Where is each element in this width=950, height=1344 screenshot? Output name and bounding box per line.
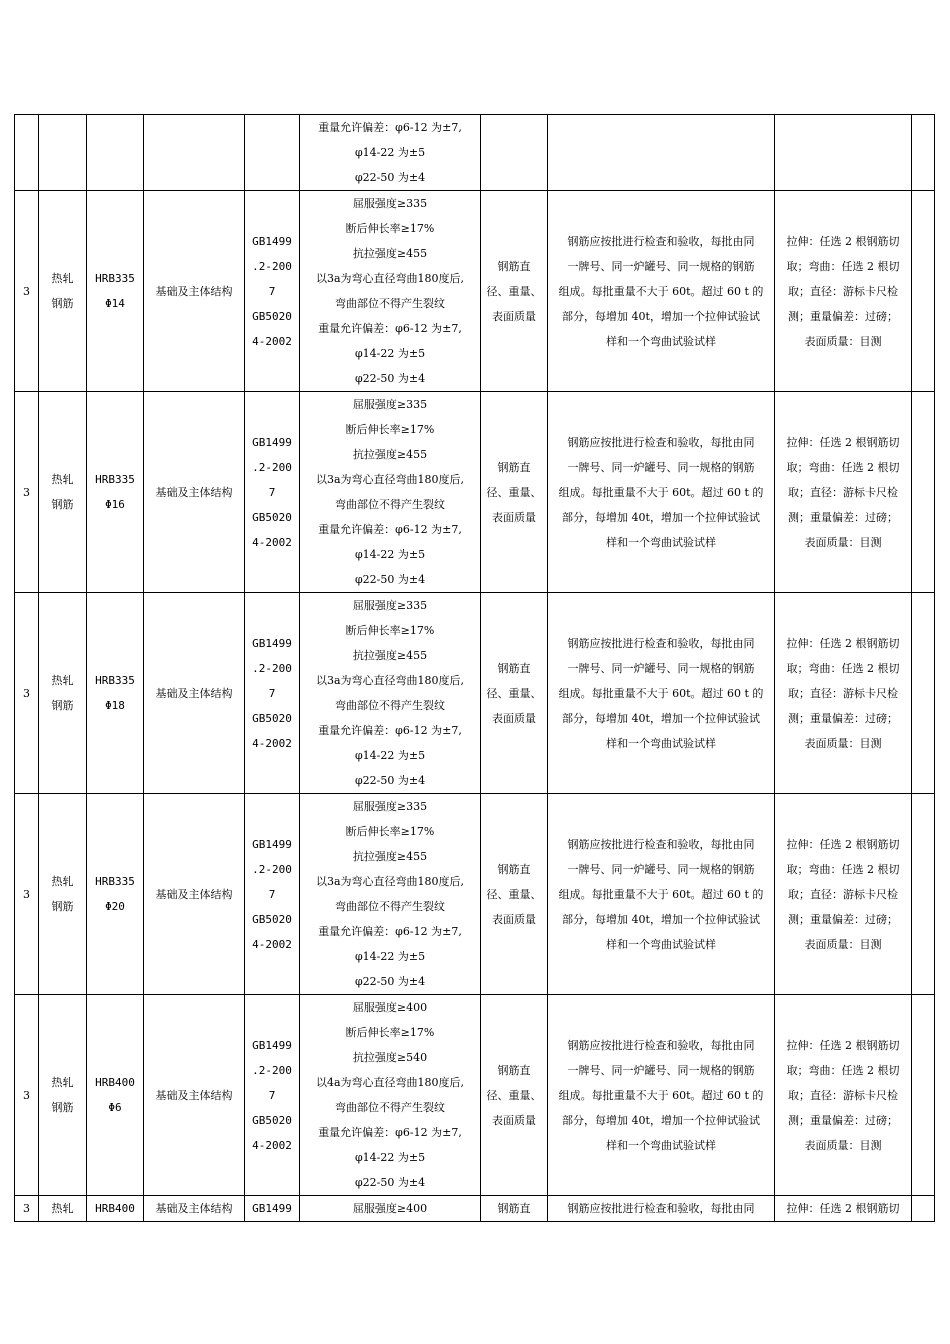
cell-standard <box>245 593 300 794</box>
cell-method-line: 取；直径：游标卡尺检 <box>788 284 898 298</box>
cell-spec-line: Φ6 <box>108 1101 122 1114</box>
cell-name <box>39 593 87 794</box>
cell-requirements <box>300 191 481 392</box>
cell-method-line: 测；重量偏差：过磅； <box>788 510 898 524</box>
cell-standard-line: 7 <box>268 887 276 901</box>
cell-rule-line: 部分，每增加 40t，增加一个拉伸试验试 <box>562 1113 760 1127</box>
cell-spec-line: Φ18 <box>105 699 125 712</box>
cell-standard-line: GB1499 <box>252 234 292 248</box>
cell-requirements-line: 断后伸长率≥17% <box>345 624 435 637</box>
cell-extra <box>912 593 935 794</box>
cell-items-line: 径、重量、 <box>486 887 542 901</box>
cell-spec-line: HRB335 <box>95 875 135 888</box>
cell-items-line: 表面质量 <box>492 1113 536 1127</box>
cell-rule-line: 一牌号、同一炉罐号、同一规格的钢筋 <box>567 460 755 474</box>
cell-items-line: 钢筋直 <box>497 259 531 273</box>
cell-method-line: 拉伸：任选 2 根钢筋切 <box>786 636 900 650</box>
cell-name-line: 热轧 <box>51 1076 74 1089</box>
cell-method-line: 取；直径：游标卡尺检 <box>788 887 898 901</box>
cell-requirements-line: 断后伸长率≥17% <box>345 222 435 235</box>
table-row <box>15 995 935 1196</box>
table-row <box>15 794 935 995</box>
cell-rule <box>548 392 775 593</box>
cell-items-line: 表面质量 <box>492 510 536 524</box>
cell-spec-line: HRB335 <box>95 473 135 486</box>
cell-requirements-line: 重量允许偏差：φ6-12 为±7, <box>318 724 462 737</box>
cell-standard <box>245 191 300 392</box>
cell-method-line: 取；弯曲：任选 2 根切 <box>786 1063 900 1077</box>
cell-extra <box>912 392 935 593</box>
cell-name <box>39 392 87 593</box>
cell-requirements-line: 重量允许偏差：φ6-12 为±7, <box>318 1126 462 1139</box>
cell-standard <box>245 995 300 1196</box>
cell-extra <box>912 1196 935 1222</box>
table-row <box>15 191 935 392</box>
cell-requirements-line: φ14-22 为±5 <box>354 548 426 561</box>
cell-extra <box>912 995 935 1196</box>
cell-items-line: 径、重量、 <box>486 284 542 298</box>
cell-name-line: 钢筋 <box>51 900 74 913</box>
cell-use: 基础及主体结构 <box>144 794 245 995</box>
cell-no: 3 <box>15 392 39 593</box>
cell-standard-line: 7 <box>268 284 276 298</box>
cell-name <box>39 115 87 191</box>
cell-requirements-line: 抗拉强度≥455 <box>352 247 428 260</box>
cell-rule-line: 部分，每增加 40t，增加一个拉伸试验试 <box>562 510 760 524</box>
cell-rule-line: 部分，每增加 40t，增加一个拉伸试验试 <box>562 711 760 725</box>
cell-standard-line: .2-200 <box>252 460 292 474</box>
cell-rule-line: 一牌号、同一炉罐号、同一规格的钢筋 <box>567 862 755 876</box>
requirement-line: 重量允许偏差：φ6-12 为±7, <box>318 121 462 134</box>
cell-rule-line: 钢筋应按批进行检查和验收，每批由同 <box>567 234 755 248</box>
cell-method-line: 取；直径：游标卡尺检 <box>788 1088 898 1102</box>
cell-rule-line: 一牌号、同一炉罐号、同一规格的钢筋 <box>567 1063 755 1077</box>
table-body <box>15 115 935 1222</box>
cell-requirements-line: 弯曲部位不得产生裂纹 <box>335 699 445 712</box>
cell-name-line: 热轧 <box>51 674 74 687</box>
cell-requirements <box>300 115 481 191</box>
cell-items-line: 表面质量 <box>492 912 536 926</box>
cell-method <box>775 191 912 392</box>
cell-requirements-line: 弯曲部位不得产生裂纹 <box>335 498 445 511</box>
cell-standard <box>245 794 300 995</box>
cell-spec-line: Φ16 <box>105 498 125 511</box>
cell-standard-line: GB5020 <box>252 1113 292 1127</box>
cell-items-line: 钢筋直 <box>497 862 531 876</box>
cell-spec <box>87 593 144 794</box>
cell-standard-line: GB5020 <box>252 309 292 323</box>
cell-requirements-line: 以3a为弯心直径弯曲180度后, <box>315 473 465 486</box>
cell-spec-line: HRB335 <box>95 272 135 285</box>
cell-items-line: 表面质量 <box>492 711 536 725</box>
cell-rule-line: 组成。每批重量不大于 60t。超过 60 t 的 <box>558 1088 764 1102</box>
cell-spec-line: HRB400 <box>95 1076 135 1089</box>
cell-rule-line: 样和一个弯曲试验试样 <box>606 937 716 951</box>
cell-name-line: 热轧 <box>51 272 74 285</box>
cell-use: 基础及主体结构 <box>144 593 245 794</box>
cell-items-line: 钢筋直 <box>497 661 531 675</box>
cell-method-line: 取；直径：游标卡尺检 <box>788 485 898 499</box>
cell-use: 基础及主体结构 <box>144 191 245 392</box>
cell-requirements-line: φ22-50 为±4 <box>354 573 426 586</box>
cell-requirements-line: φ22-50 为±4 <box>354 372 426 385</box>
cell-requirements-line: 屈服强度≥335 <box>352 398 428 411</box>
cell-rule-line: 钢筋应按批进行检查和验收，每批由同 <box>567 636 755 650</box>
cell-requirements-line: 弯曲部位不得产生裂纹 <box>335 900 445 913</box>
cell-method-line: 取；弯曲：任选 2 根切 <box>786 661 900 675</box>
cell-items-line: 径、重量、 <box>486 485 542 499</box>
cell-rule <box>548 995 775 1196</box>
cell-rule-line: 一牌号、同一炉罐号、同一规格的钢筋 <box>567 661 755 675</box>
cell-requirements-line: 断后伸长率≥17% <box>345 1026 435 1039</box>
cell-standard-line: .2-200 <box>252 1063 292 1077</box>
cell-spec <box>87 392 144 593</box>
cell-standard <box>245 392 300 593</box>
cell-method-line: 拉伸：任选 2 根钢筋切 <box>786 234 900 248</box>
cell-items-line: 径、重量、 <box>486 686 542 700</box>
cell-method-line: 测；重量偏差：过磅； <box>788 309 898 323</box>
cell-items-line: 钢筋直 <box>497 460 531 474</box>
cell-spec-line: Φ20 <box>105 900 125 913</box>
cell-method <box>775 593 912 794</box>
cell-spec: HRB400 <box>87 1196 144 1222</box>
cell-items <box>481 995 548 1196</box>
cell-requirements-line: 以4a为弯心直径弯曲180度后, <box>315 1076 465 1089</box>
cell-standard <box>245 115 300 191</box>
table-row <box>15 392 935 593</box>
cell-method-line: 测；重量偏差：过磅； <box>788 1113 898 1127</box>
cell-name-line: 钢筋 <box>51 297 74 310</box>
cell-method-line: 拉伸：任选 2 根钢筋切 <box>786 837 900 851</box>
cell-items-line: 表面质量 <box>492 309 536 323</box>
cell-method-line: 测；重量偏差：过磅； <box>788 711 898 725</box>
cell-requirements-line: 以3a为弯心直径弯曲180度后, <box>315 674 465 687</box>
cell-requirements-line: 抗拉强度≥540 <box>352 1051 428 1064</box>
cell-items <box>481 392 548 593</box>
cell-spec <box>87 794 144 995</box>
cell-items <box>481 794 548 995</box>
cell-requirements-line: 弯曲部位不得产生裂纹 <box>335 297 445 310</box>
cell-requirements-line: 屈服强度≥335 <box>352 599 428 612</box>
cell-method-line: 拉伸：任选 2 根钢筋切 <box>786 1038 900 1052</box>
cell-requirements-line: φ14-22 为±5 <box>354 950 426 963</box>
cell-name <box>39 794 87 995</box>
cell-requirements-line: φ14-22 为±5 <box>354 749 426 762</box>
cell-name-line: 热轧 <box>51 875 74 888</box>
cell-standard-line: 4-2002 <box>252 937 292 951</box>
table-row <box>15 593 935 794</box>
cell-standard-line: 7 <box>268 1088 276 1102</box>
table-row-partial <box>15 1196 935 1222</box>
cell-standard-line: GB1499 <box>252 636 292 650</box>
cell-name-line: 钢筋 <box>51 699 74 712</box>
cell-rule-line: 钢筋应按批进行检查和验收，每批由同 <box>567 837 755 851</box>
cell-rule-line: 样和一个弯曲试验试样 <box>606 736 716 750</box>
cell-rule <box>548 191 775 392</box>
requirement-line: φ14-22 为±5 <box>354 146 426 159</box>
cell-rule <box>548 593 775 794</box>
cell-method <box>775 392 912 593</box>
cell-requirements <box>300 593 481 794</box>
cell-standard: GB1499 <box>245 1196 300 1222</box>
cell-name <box>39 191 87 392</box>
cell-standard-line: GB5020 <box>252 711 292 725</box>
cell-rule-line: 钢筋应按批进行检查和验收，每批由同 <box>567 1038 755 1052</box>
cell-standard-line: .2-200 <box>252 661 292 675</box>
cell-requirements-line: 屈服强度≥335 <box>352 197 428 210</box>
cell-no: 3 <box>15 995 39 1196</box>
cell-items: 钢筋直 <box>481 1196 548 1222</box>
cell-requirements-line: φ22-50 为±4 <box>354 975 426 988</box>
cell-items-line: 径、重量、 <box>486 1088 542 1102</box>
requirement-line: φ22-50 为±4 <box>354 171 426 184</box>
cell-method <box>775 995 912 1196</box>
cell-standard-line: .2-200 <box>252 259 292 273</box>
cell-rule <box>548 794 775 995</box>
inspection-table-page <box>14 114 934 1222</box>
cell-standard-line: 4-2002 <box>252 736 292 750</box>
cell-standard-line: 4-2002 <box>252 535 292 549</box>
cell-standard-line: 4-2002 <box>252 1138 292 1152</box>
cell-spec <box>87 191 144 392</box>
cell-spec-line: Φ14 <box>105 297 125 310</box>
cell-extra <box>912 794 935 995</box>
cell-requirements-line: 断后伸长率≥17% <box>345 825 435 838</box>
cell-method-line: 表面质量：目测 <box>804 535 882 549</box>
cell-requirements-line: 重量允许偏差：φ6-12 为±7, <box>318 523 462 536</box>
cell-requirements-line: 屈服强度≥400 <box>352 1001 428 1014</box>
cell-standard-line: .2-200 <box>252 862 292 876</box>
cell-method-line: 取；弯曲：任选 2 根切 <box>786 259 900 273</box>
cell-rule-line: 样和一个弯曲试验试样 <box>606 334 716 348</box>
cell-requirements <box>300 794 481 995</box>
cell-method-line: 表面质量：目测 <box>804 1138 882 1152</box>
cell-spec-line: HRB335 <box>95 674 135 687</box>
cell-no: 3 <box>15 1196 39 1222</box>
cell-method-line: 取；直径：游标卡尺检 <box>788 686 898 700</box>
cell-requirements-line: φ22-50 为±4 <box>354 1176 426 1189</box>
cell-requirements-line: 抗拉强度≥455 <box>352 448 428 461</box>
cell-no: 3 <box>15 191 39 392</box>
cell-requirements-line: 抗拉强度≥455 <box>352 649 428 662</box>
cell-name: 热轧 <box>39 1196 87 1222</box>
cell-items <box>481 593 548 794</box>
cell-requirements-line: φ14-22 为±5 <box>354 1151 426 1164</box>
cell-requirements-line: 重量允许偏差：φ6-12 为±7, <box>318 322 462 335</box>
cell-requirements-line: φ22-50 为±4 <box>354 774 426 787</box>
cell-use: 基础及主体结构 <box>144 1196 245 1222</box>
cell-standard-line: 4-2002 <box>252 334 292 348</box>
cell-method <box>775 794 912 995</box>
cell-requirements-line: 屈服强度≥335 <box>352 800 428 813</box>
cell-requirements-line: 以3a为弯心直径弯曲180度后, <box>315 272 465 285</box>
cell-requirements-line: 以3a为弯心直径弯曲180度后, <box>315 875 465 888</box>
cell-spec <box>87 995 144 1196</box>
cell-rule: 钢筋应按批进行检查和验收，每批由同 <box>548 1196 775 1222</box>
cell-rule-line: 组成。每批重量不大于 60t。超过 60 t 的 <box>558 485 764 499</box>
cell-method-line: 表面质量：目测 <box>804 334 882 348</box>
cell-method <box>775 115 912 191</box>
cell-standard-line: 7 <box>268 686 276 700</box>
cell-no: 3 <box>15 794 39 995</box>
cell-extra <box>912 115 935 191</box>
cell-name <box>39 995 87 1196</box>
cell-name-line: 热轧 <box>51 473 74 486</box>
cell-requirements <box>300 392 481 593</box>
cell-use: 基础及主体结构 <box>144 392 245 593</box>
table-row-continued <box>15 115 935 191</box>
cell-rule-line: 组成。每批重量不大于 60t。超过 60 t 的 <box>558 284 764 298</box>
cell-rule-line: 样和一个弯曲试验试样 <box>606 535 716 549</box>
cell-requirements-line: 断后伸长率≥17% <box>345 423 435 436</box>
inspection-table <box>14 114 935 1222</box>
cell-requirements-line: 抗拉强度≥455 <box>352 850 428 863</box>
cell-rule-line: 部分，每增加 40t，增加一个拉伸试验试 <box>562 309 760 323</box>
cell-items <box>481 115 548 191</box>
cell-spec <box>87 115 144 191</box>
cell-requirements <box>300 995 481 1196</box>
cell-method-line: 表面质量：目测 <box>804 736 882 750</box>
cell-standard-line: GB5020 <box>252 912 292 926</box>
cell-rule-line: 组成。每批重量不大于 60t。超过 60 t 的 <box>558 887 764 901</box>
cell-use: 基础及主体结构 <box>144 995 245 1196</box>
cell-method: 拉伸：任选 2 根钢筋切 <box>775 1196 912 1222</box>
cell-rule-line: 钢筋应按批进行检查和验收，每批由同 <box>567 435 755 449</box>
cell-standard-line: GB1499 <box>252 837 292 851</box>
cell-method-line: 取；弯曲：任选 2 根切 <box>786 862 900 876</box>
cell-items <box>481 191 548 392</box>
cell-method-line: 表面质量：目测 <box>804 937 882 951</box>
cell-standard-line: GB1499 <box>252 1038 292 1052</box>
cell-name-line: 钢筋 <box>51 498 74 511</box>
cell-requirements: 屈服强度≥400 <box>300 1196 481 1222</box>
cell-rule <box>548 115 775 191</box>
cell-method-line: 测；重量偏差：过磅； <box>788 912 898 926</box>
cell-extra <box>912 191 935 392</box>
cell-requirements-line: 重量允许偏差：φ6-12 为±7, <box>318 925 462 938</box>
cell-method-line: 取；弯曲：任选 2 根切 <box>786 460 900 474</box>
cell-method-line: 拉伸：任选 2 根钢筋切 <box>786 435 900 449</box>
cell-no: 3 <box>15 593 39 794</box>
cell-requirements-line: 弯曲部位不得产生裂纹 <box>335 1101 445 1114</box>
cell-rule-line: 部分，每增加 40t，增加一个拉伸试验试 <box>562 912 760 926</box>
cell-use <box>144 115 245 191</box>
cell-items-line: 钢筋直 <box>497 1063 531 1077</box>
cell-requirements-line: φ14-22 为±5 <box>354 347 426 360</box>
cell-standard-line: GB5020 <box>252 510 292 524</box>
cell-rule-line: 一牌号、同一炉罐号、同一规格的钢筋 <box>567 259 755 273</box>
cell-no <box>15 115 39 191</box>
cell-name-line: 钢筋 <box>51 1101 74 1114</box>
cell-standard-line: 7 <box>268 485 276 499</box>
cell-rule-line: 组成。每批重量不大于 60t。超过 60 t 的 <box>558 686 764 700</box>
cell-rule-line: 样和一个弯曲试验试样 <box>606 1138 716 1152</box>
cell-standard-line: GB1499 <box>252 435 292 449</box>
